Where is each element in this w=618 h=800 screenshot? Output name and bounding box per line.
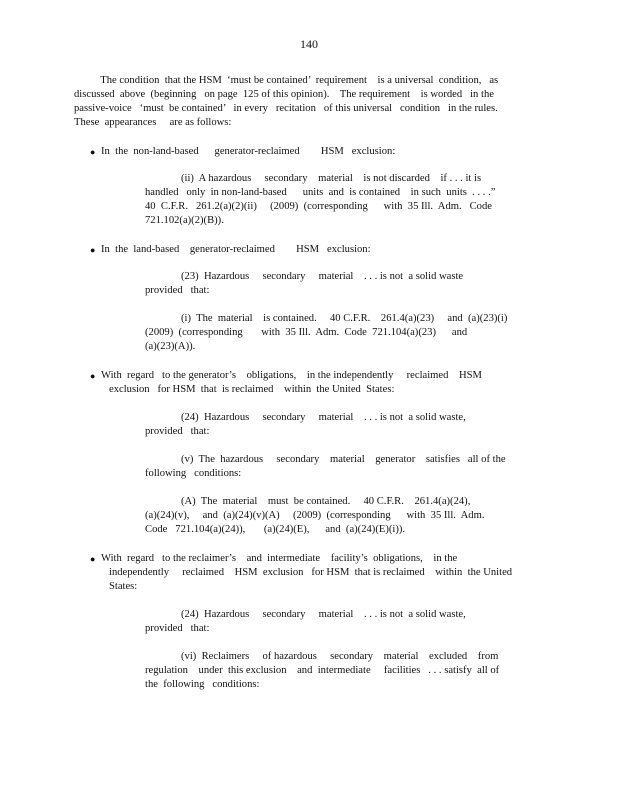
quote-line: (24) Hazardous secondary material . . . is not a solid waste,	[181, 609, 466, 620]
bullet-text	[101, 552, 541, 594]
quote-line: (i) The material is contained. 40 C.F.R. 261.4(a)(23) and (a)(23)(i)	[181, 313, 508, 324]
quote-line: (24) Hazardous secondary material . . . is not a solid waste,	[181, 412, 466, 423]
quote-line: provided that:	[145, 623, 210, 634]
bullet-line: With regard to the generator’s obligations, in the independently reclaimed HSM	[101, 370, 482, 381]
bullet-icon: ●	[90, 554, 96, 564]
block-quote	[145, 270, 525, 298]
bullet-line: States:	[109, 581, 138, 592]
bullet-line: In the land-based generator-reclaimed HSM exclusion:	[101, 244, 371, 255]
block-quote	[145, 172, 525, 228]
intro-line: discussed above (beginning on page 125 of this opinion). The requirement is worded in the	[74, 89, 494, 100]
intro-line: passive-voice ‘must be contained’ in every recitation of this universal condition in the rules.	[74, 103, 498, 114]
quote-line: (v) The hazardous secondary material generator satisfies all of the	[181, 454, 506, 465]
bullet-line: exclusion for HSM that is reclaimed within the United States:	[109, 384, 395, 395]
intro-line: These appearances are as follows:	[74, 117, 232, 128]
quote-line: handled only in non-land-based units and is contained in such units . . . .”	[145, 187, 496, 198]
quote-line: (2009) (corresponding with 35 Ill. Adm. Code 721.104(a)(23) and	[145, 327, 468, 338]
quote-line: (A) The material must be contained. 40 C.F.R. 261.4(a)(24),	[181, 496, 471, 507]
quote-line: 721.102(a)(2)(B)).	[145, 215, 224, 226]
quote-line: (ii) A hazardous secondary material is not discarded if . . . it is	[181, 173, 482, 184]
bullet-icon: ●	[90, 245, 96, 255]
bullet-line: In the non-land-based generator-reclaimed HSM exclusion:	[101, 146, 396, 157]
bullet-line: independently reclaimed HSM exclusion for HSM that is reclaimed within the United	[109, 567, 513, 578]
quote-line: provided that:	[145, 426, 210, 437]
block-quote	[145, 495, 525, 537]
block-quote	[145, 312, 525, 354]
intro-line: The condition that the HSM ‘must be contained’ requirement is a universal condition, as	[74, 75, 499, 86]
block-quote	[145, 608, 525, 636]
block-quote	[145, 453, 525, 481]
bullet-text	[101, 243, 541, 257]
quote-line: following conditions:	[145, 468, 242, 479]
page-number: 140	[300, 37, 318, 51]
quote-line: Code 721.104(a)(24)), (a)(24)(E), and (a)(24)(E)(i)).	[145, 524, 406, 535]
bullet-text	[101, 369, 541, 397]
quote-line: (23) Hazardous secondary material . . . is not a solid waste	[181, 271, 464, 282]
block-quote	[145, 411, 525, 439]
quote-line: regulation under this exclusion and intermediate facilities . . . satisfy all of	[145, 665, 500, 676]
quote-line: (a)(23)(A)).	[145, 341, 196, 352]
quote-line: 40 C.F.R. 261.2(a)(2)(ii) (2009) (corresponding with 35 Ill. Adm. Code	[145, 201, 492, 212]
quote-line: the following conditions:	[145, 679, 260, 690]
bullet-line: With regard to the reclaimer’s and intermediate facility’s obligations, in the	[101, 553, 458, 564]
bullet-icon: ●	[90, 371, 96, 381]
block-quote	[145, 650, 525, 692]
bullet-icon: ●	[90, 147, 96, 157]
bullet-text	[101, 145, 541, 159]
quote-line: (vi) Reclaimers of hazardous secondary material excluded from	[181, 651, 499, 662]
quote-line: (a)(24)(v), and (a)(24)(v)(A) (2009) (corresponding with 35 Ill. Adm.	[145, 510, 485, 521]
intro-paragraph	[74, 74, 540, 130]
quote-line: provided that:	[145, 285, 210, 296]
